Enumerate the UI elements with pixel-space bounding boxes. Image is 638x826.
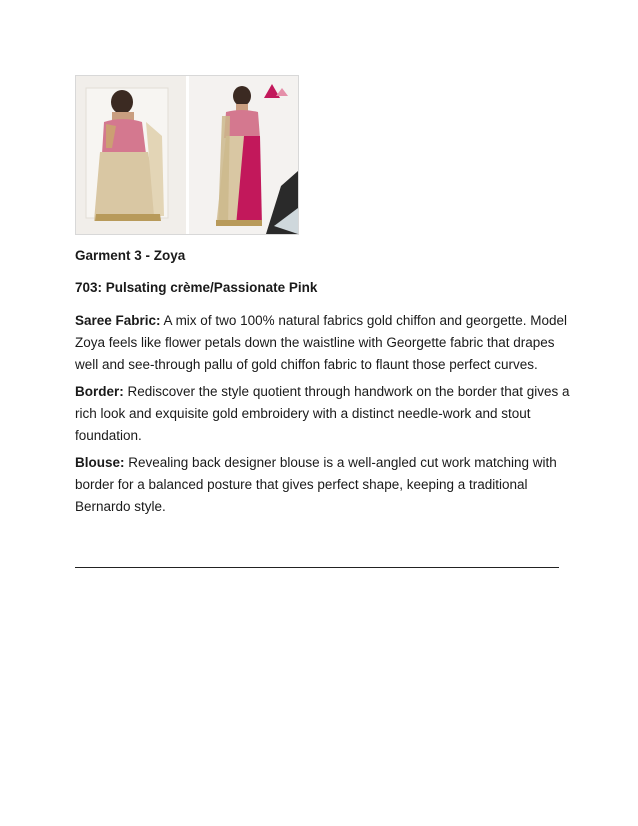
- border-paragraph: [75, 381, 570, 447]
- saree-fabric-text: A mix of two 100% natural fabrics gold chiffon and georgette. Model Zoya feels like flower petals down the waistline with Georgette fabric that drapes well and see-through pallu of gold chiffon fabric to flaunt those perfect curves.: [75, 313, 568, 372]
- blouse-paragraph: [75, 452, 570, 518]
- border-text: Rediscover the style quotient through handwork on the border that gives a rich look and exquisite gold embroidery with a distinct needle-work and stout foundation.: [75, 384, 570, 443]
- horizontal-rule: [75, 567, 559, 568]
- blouse-label: Blouse:: [75, 455, 125, 470]
- garment-photo: [75, 75, 299, 235]
- saree-fabric-label: Saree Fabric:: [75, 313, 161, 328]
- garment-title: Garment 3 - Zoya: [75, 248, 186, 263]
- saree-fabric-paragraph: [75, 310, 570, 376]
- garment-subtitle: 703: Pulsating crème/Passionate Pink: [75, 280, 318, 295]
- border-label: Border:: [75, 384, 124, 399]
- saree-illustration: [76, 76, 298, 234]
- blouse-text: Revealing back designer blouse is a well-angled cut work matching with border for a balanced posture that gives perfect shape, keeping a traditional Bernardo style.: [75, 455, 557, 514]
